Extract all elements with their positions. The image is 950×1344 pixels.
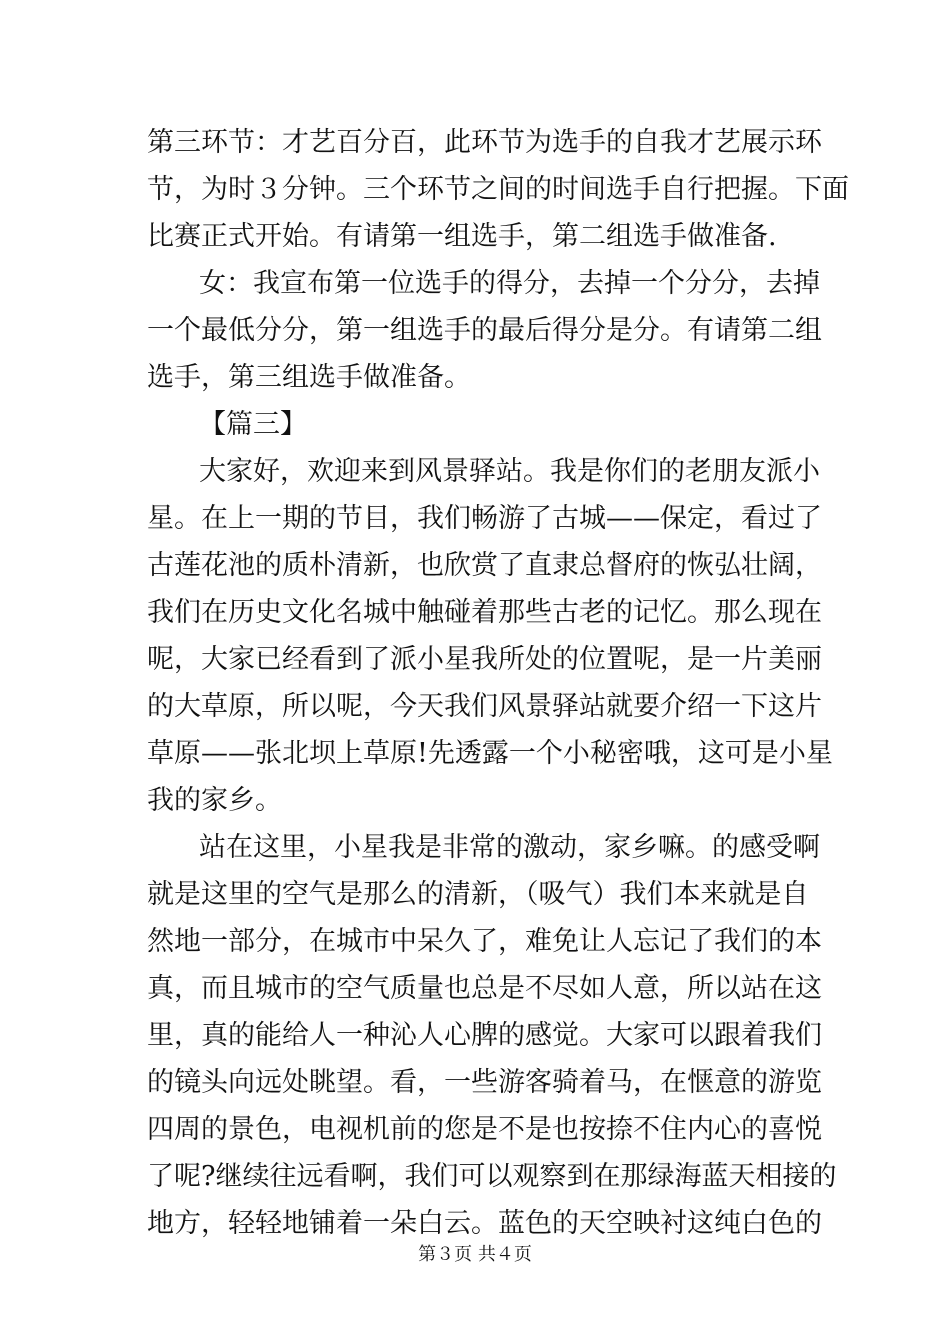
text-line: 星。在上一期的节目，我们畅游了古城——保定，看过了: [147, 503, 822, 534]
text-line: 真，而且城市的空气质量也总是不尽如人意，所以站在这: [147, 973, 822, 1004]
text-line: 古莲花池的质朴清新，也欣赏了直隶总督府的恢弘壮阔，: [147, 550, 822, 581]
text-line: 节，为时３分钟。三个环节之间的时间选手自行把握。下面: [147, 174, 849, 205]
text-line: 草原——张北坝上草原!先透露一个小秘密哦，这可是小星: [147, 738, 833, 769]
page-footer: 第３页 共４页: [418, 1244, 532, 1265]
text-line: 站在这里，小星我是非常的激动，家乡嘛。的感受啊: [199, 832, 820, 863]
text-line: 四周的景色，电视机前的您是不是也按捺不住内心的喜悦: [147, 1114, 822, 1145]
text-line: 第三环节：才艺百分百，此环节为选手的自我才艺展示环: [147, 127, 822, 158]
text-line: 的大草原，所以呢，今天我们风景驿站就要介绍一下这片: [147, 691, 822, 722]
text-line: 【篇三】: [199, 409, 307, 440]
text-line: 呢，大家已经看到了派小星我所处的位置呢，是一片美丽: [147, 644, 822, 675]
document-body: [147, 119, 849, 1247]
text-line: 一个最低分分，第一组选手的最后得分是分。有请第二组: [147, 315, 822, 346]
text-line: 我的家乡。: [147, 785, 282, 816]
text-line: 我们在历史文化名城中触碰着那些古老的记忆。那么现在: [147, 597, 822, 628]
text-line: 地方，轻轻地铺着一朵白云。蓝色的天空映衬这纯白色的: [147, 1208, 822, 1239]
text-line: 女：我宣布第一位选手的得分，去掉一个分分，去掉: [199, 268, 820, 299]
text-line: 选手，第三组选手做准备。: [147, 362, 471, 393]
text-line: 然地一部分，在城市中呆久了，难免让人忘记了我们的本: [147, 926, 822, 957]
text-line: 大家好，欢迎来到风景驿站。我是你们的老朋友派小: [199, 456, 820, 487]
text-line: 里，真的能给人一种沁人心脾的感觉。大家可以跟着我们: [147, 1020, 822, 1051]
text-line: 比赛正式开始。有请第一组选手，第二组选手做准备.: [147, 221, 777, 252]
text-line: 的镜头向远处眺望。看，一些游客骑着马，在惬意的游览: [147, 1067, 822, 1098]
text-line: 就是这里的空气是那么的清新，（吸气）我们本来就是自: [147, 879, 809, 910]
text-line: 了呢?继续往远看啊，我们可以观察到在那绿海蓝天相接的: [147, 1161, 837, 1192]
